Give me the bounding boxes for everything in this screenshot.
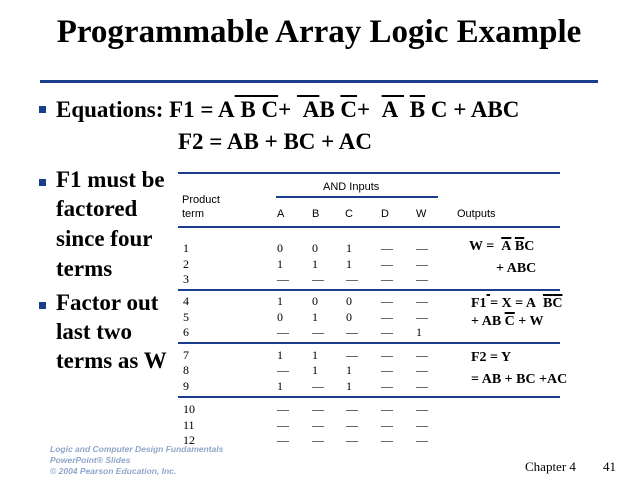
bullet-text: terms as W <box>56 348 167 373</box>
table-cell: — <box>381 379 393 393</box>
equations-label: Equations: F1 = A B $\overline{C}+$ AB $\overline{C}+ A$ $\overline{B}$ C + ABC <box>56 97 520 122</box>
column-header-d: D <box>381 208 389 220</box>
product-term-number: 12 <box>183 433 195 447</box>
page-number: 41 <box>603 459 616 474</box>
table-cell: 1 <box>346 257 352 271</box>
product-term-number: 10 <box>183 402 195 416</box>
table-rule-sep2 <box>178 342 560 344</box>
table-cell: — <box>381 433 393 447</box>
table-cell: — <box>416 310 428 324</box>
table-cell: 0 <box>346 310 352 324</box>
publisher-logo-line2: PowerPoint® Slides <box>50 455 131 465</box>
table-cell: — <box>416 241 428 255</box>
table-cell: — <box>312 272 324 286</box>
table-cell: — <box>346 433 358 447</box>
table-rule-group <box>276 196 438 198</box>
table-cell: — <box>277 325 289 339</box>
table-cell: — <box>346 348 358 362</box>
table-cell: 1 <box>312 310 318 324</box>
table-cell: — <box>381 294 393 308</box>
bullet-text: factored <box>56 196 138 221</box>
table-cell: 1 <box>277 379 283 393</box>
table-cell: 0 <box>277 310 283 324</box>
table-cell: — <box>381 325 393 339</box>
product-term-number: 2 <box>183 257 189 271</box>
table-cell: — <box>277 433 289 447</box>
table-cell: — <box>312 325 324 339</box>
bullet-text: terms <box>56 256 113 281</box>
output-f1-line1: F1 = X = A $\overline{B}\overline{C}$ <box>471 296 563 311</box>
table-cell: — <box>312 418 324 432</box>
table-rule-header <box>178 226 560 228</box>
table-rule-sep1 <box>178 289 560 291</box>
table-cell: — <box>416 294 428 308</box>
table-cell: 1 <box>416 325 422 339</box>
chapter-label: Chapter 4 <box>525 459 576 474</box>
column-header-c: C <box>345 208 353 220</box>
and-inputs-header: AND Inputs <box>323 181 380 193</box>
equations-line <box>56 95 519 125</box>
table-cell: 0 <box>277 241 283 255</box>
table-cell: — <box>416 363 428 377</box>
output-w-line2: + ABC <box>496 261 537 276</box>
table-cell: 1 <box>346 241 352 255</box>
table-cell: 1 <box>312 363 318 377</box>
table-cell: 0 <box>346 294 352 308</box>
table-cell: — <box>416 418 428 432</box>
table-cell: 1 <box>277 257 283 271</box>
bullet-marker <box>39 302 46 309</box>
outputs-header: Outputs <box>457 208 496 220</box>
table-cell: — <box>381 310 393 324</box>
publisher-logo-line3: © 2004 Pearson Education, Inc. <box>50 466 177 476</box>
table-cell: — <box>312 379 324 393</box>
table-cell: — <box>312 433 324 447</box>
table-cell: — <box>346 272 358 286</box>
column-header-b: B <box>312 208 320 220</box>
product-term-header-2: term <box>182 208 204 220</box>
output-f2-line1: F2 = Y <box>471 350 512 365</box>
product-term-number: 9 <box>183 379 189 393</box>
table-rule-top <box>178 172 560 174</box>
product-term-header-1: Product <box>182 194 220 206</box>
output-f1-line2: + AB $\overline{C} + W$ <box>471 314 544 329</box>
table-cell: 1 <box>312 257 318 271</box>
bullet-marker <box>39 106 46 113</box>
product-term-number: 8 <box>183 363 189 377</box>
table-cell: — <box>277 402 289 416</box>
table-cell: — <box>346 418 358 432</box>
output-w-line1: $W = \overline{A}$ $\overline{B}C$ <box>469 239 535 254</box>
table-cell: — <box>381 402 393 416</box>
table-cell: — <box>416 348 428 362</box>
table-cell: — <box>381 348 393 362</box>
product-term-number: 5 <box>183 310 189 324</box>
product-term-number: 11 <box>183 418 195 432</box>
equation-f2: F2 = AB + BC + AC <box>178 129 372 154</box>
product-term-number: 4 <box>183 294 189 308</box>
table-cell: — <box>416 379 428 393</box>
table-cell: — <box>381 418 393 432</box>
table-cell: — <box>277 418 289 432</box>
table-cell: — <box>381 363 393 377</box>
bullet-text: F1 must be <box>56 167 165 192</box>
table-cell: — <box>277 272 289 286</box>
product-term-number: 1 <box>183 241 189 255</box>
table-cell: — <box>312 402 324 416</box>
table-cell: 1 <box>346 363 352 377</box>
publisher-logo-line1: Logic and Computer Design Fundamentals <box>50 444 224 454</box>
product-term-number: 6 <box>183 325 189 339</box>
table-cell: 1 <box>346 379 352 393</box>
table-rule-sep3 <box>178 396 560 398</box>
title-rule <box>40 80 598 83</box>
table-cell: — <box>416 257 428 271</box>
table-cell: 1 <box>312 348 318 362</box>
bullet-text: since four <box>56 226 153 251</box>
column-header-a: A <box>277 208 285 220</box>
table-cell: — <box>277 363 289 377</box>
table-cell: 1 <box>277 348 283 362</box>
table-cell: — <box>416 433 428 447</box>
table-cell: — <box>416 402 428 416</box>
table-cell: 0 <box>312 294 318 308</box>
table-cell: — <box>346 325 358 339</box>
bullet-text: Factor out <box>56 290 159 315</box>
table-cell: — <box>416 272 428 286</box>
table-cell: 1 <box>277 294 283 308</box>
table-cell: — <box>381 272 393 286</box>
column-header-w: W <box>416 208 427 220</box>
product-term-number: 3 <box>183 272 189 286</box>
table-cell: — <box>381 241 393 255</box>
table-cell: — <box>346 402 358 416</box>
bullet-text: last two <box>56 319 133 344</box>
table-cell: 0 <box>312 241 318 255</box>
output-f2-line2: = AB + BC +AC <box>471 372 568 387</box>
slide-title: Programmable Array Logic Example <box>56 14 582 50</box>
table-cell: — <box>381 257 393 271</box>
bullet-marker <box>39 179 46 186</box>
product-term-number: 7 <box>183 348 189 362</box>
